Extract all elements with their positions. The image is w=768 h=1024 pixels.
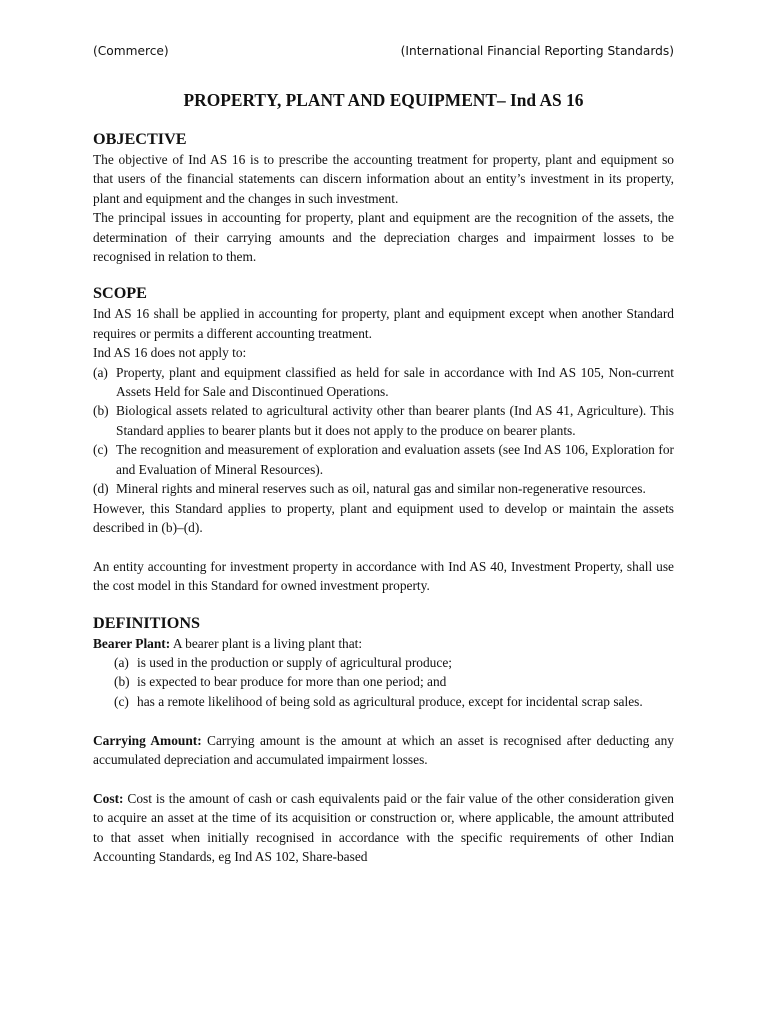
list-marker: (d): [93, 481, 109, 497]
list-marker: (c): [114, 693, 129, 709]
scope-section: [93, 283, 674, 595]
list-item-text: has a remote likelihood of being sold as agricultural produce, except for incidental scrap sales.: [137, 693, 643, 709]
definition-carrying-amount: [93, 731, 674, 770]
list-marker: (a): [114, 654, 129, 670]
list-item-text: is used in the production or supply of agricultural produce;: [137, 654, 452, 670]
list-item-text: Biological assets related to agricultural activity other than bearer plants (Ind AS 41, Agriculture). This Standard applies to bearer plants but it does not apply to the produce on bearer plants.: [116, 403, 674, 438]
objective-heading: OBJECTIVE: [93, 130, 187, 148]
objective-paragraph-2: The principal issues in accounting for property, plant and equipment are the recognition of the assets, the determination of their carrying amounts and the depreciation charges and impairment losses to be recognised in relation to them.: [93, 210, 674, 265]
objective-section: [93, 129, 674, 266]
objective-paragraph-1: The objective of Ind AS 16 is to prescribe the accounting treatment for property, plant and equipment so that users of the financial statements can discern information about an entity’s investment in its property, plant and equipment and the changes in such investment.: [93, 152, 674, 206]
list-item-text: is expected to bear produce for more than one period; and: [137, 674, 447, 690]
bearer-plant-criteria-list: [114, 653, 674, 711]
definition-text: Carrying amount is the amount at which an asset is recognised after deducting any accumulated depreciation and accumulated impairment losses.: [93, 732, 674, 767]
definition-term: Bearer Plant:: [93, 635, 171, 651]
list-item: [93, 363, 674, 402]
list-item-text: Mineral rights and mineral reserves such as oil, natural gas and similar non-regenerative resources.: [116, 481, 646, 497]
page-title: PROPERTY, PLANT AND EQUIPMENT– Ind AS 16: [183, 90, 584, 110]
list-item-text: Property, plant and equipment classified as held for sale in accordance with Ind AS 105, Non-current Assets Held for Sale and Discontinued Operations.: [116, 364, 674, 400]
list-item: [93, 479, 674, 498]
scope-paragraph-1: Ind AS 16 shall be applied in accounting for property, plant and equipment except when another Standard requires or permits a different accounting treatment.: [93, 306, 674, 341]
list-marker: (a): [93, 364, 108, 380]
list-marker: (b): [93, 403, 109, 419]
list-item: [114, 672, 674, 691]
scope-exclusion-list: [93, 363, 674, 499]
header-right-text: (International Financial Reporting Standards): [400, 44, 674, 58]
scope-paragraph-3: However, this Standard applies to property, plant and equipment used to develop or maintain the assets described in (b)–(d).: [93, 500, 674, 535]
list-marker: (b): [114, 674, 130, 690]
definition-term: Carrying Amount:: [93, 732, 202, 748]
scope-paragraph-4: An entity accounting for investment property in accordance with Ind AS 40, Investment Property, shall use the cost model in this Standard for owned investment property.: [93, 558, 674, 594]
definitions-heading: DEFINITIONS: [93, 613, 201, 632]
header-left-text: (Commerce): [93, 44, 169, 58]
definition-bearer-plant: [93, 634, 674, 653]
list-item-text: The recognition and measurement of exploration and evaluation assets (see Ind AS 106, Exploration for and Evaluation of Mineral Resources).: [116, 442, 674, 477]
definition-term: Cost:: [93, 790, 124, 806]
list-item: [114, 692, 674, 711]
list-item: [114, 653, 674, 672]
definition-cost: [93, 789, 674, 867]
scope-heading: SCOPE: [93, 284, 147, 303]
list-item: [93, 440, 674, 479]
definition-text: Cost is the amount of cash or cash equivalents paid or the fair value of the other consideration given to acquire an asset at the time of its acquisition or construction or, where applicable, the amount attributed to that asset when initially recognised in accordance with the specific requirements of other Indian Accounting Standards, eg Ind AS 102, Share-based: [93, 790, 674, 864]
list-marker: (c): [93, 442, 108, 458]
list-item: [93, 401, 674, 440]
definitions-section: [93, 613, 674, 867]
definition-text: A bearer plant is a living plant that:: [170, 635, 363, 651]
scope-paragraph-2: Ind AS 16 does not apply to:: [93, 345, 247, 361]
document-body: [93, 88, 674, 866]
